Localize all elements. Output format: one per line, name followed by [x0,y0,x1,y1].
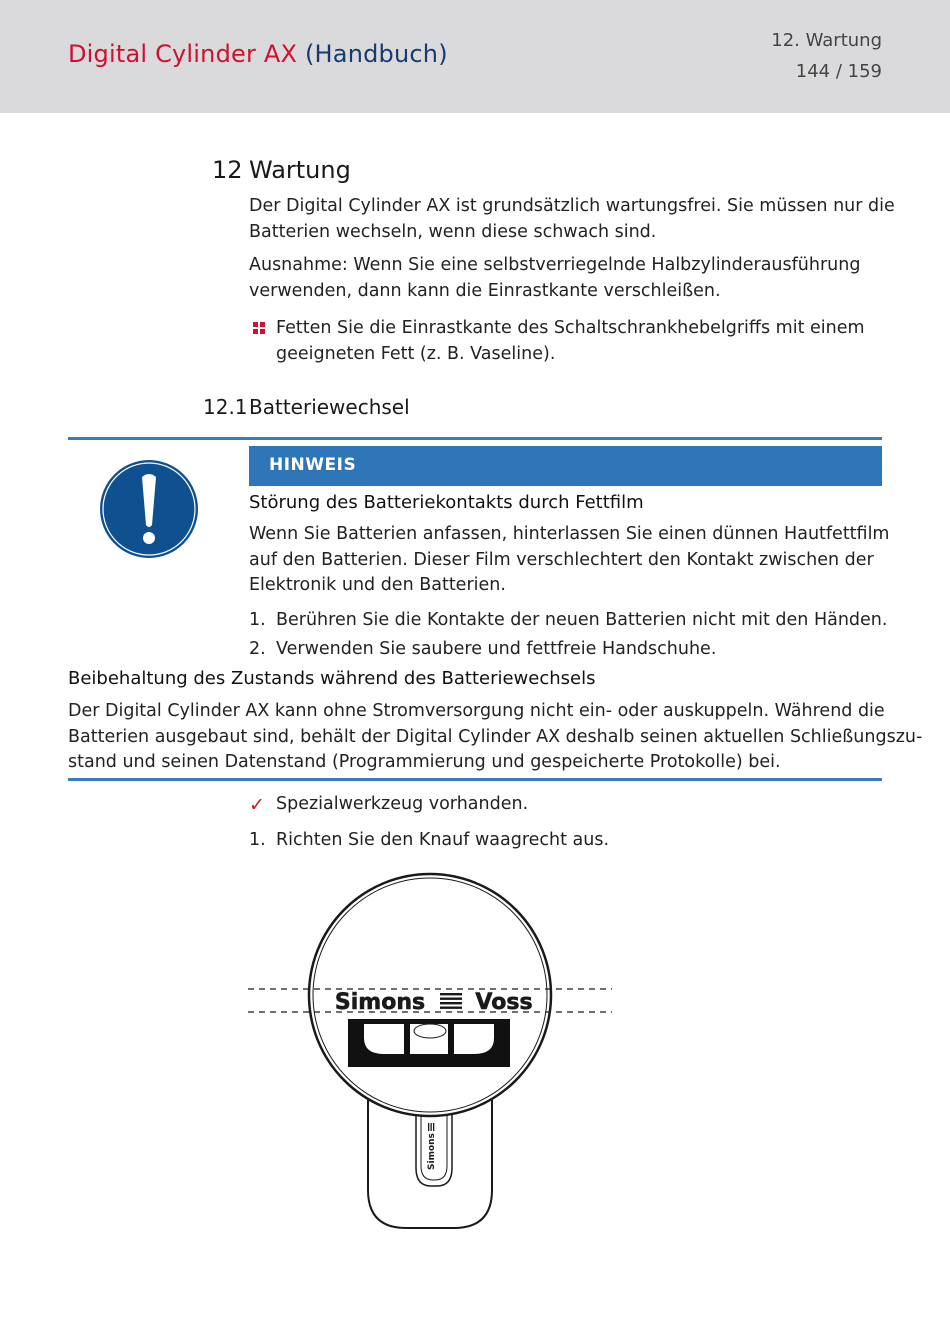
document-title-sub: (Handbuch) [304,40,448,68]
notice-line-2: auf den Batterien. Dieser Film verschlechtert den Kontakt zwischen der [249,549,874,570]
intro-line-1: Der Digital Cylinder AX ist grundsätzlich wartungsfrei. Sie müssen nur die [249,196,895,216]
subsection-number: 12.1 [203,395,248,419]
action-bullet-icon [253,322,265,334]
state-retention-paragraph [68,699,922,776]
notice-line-1: Wenn Sie Batterien anfassen, hinterlassen Sie einen dünnen Hautfettfilm [249,524,890,544]
notice-line-3: Elektronik und den Batterien. [249,575,506,595]
subsection-title: Batteriewechsel [249,395,410,419]
subsection-heading [203,395,410,419]
document-title-main: Digital Cylinder AX [68,40,298,68]
notice-top-rule [68,437,882,440]
page-header [0,0,950,113]
notice-paragraph [249,522,889,599]
notice-step-number: 2. [249,639,266,659]
section-title: Wartung [249,156,351,184]
section-heading [212,156,351,184]
brand-text-left: Simons [334,990,426,1015]
notice-bottom-rule [68,778,882,781]
state-line-3: stand und seinen Datenstand (Programmierung und gespeicherte Protokolle) bei. [68,752,781,772]
notice-step-text: Berühren Sie die Kontakte der neuen Batterien nicht mit den Händen. [276,610,888,630]
shaft-brand-bars-icon [428,1123,434,1131]
notice-step-number: 1. [249,610,266,630]
grease-instruction [276,316,865,367]
chapter-label: 12. Wartung [771,30,882,51]
state-line-2: Batterien ausgebaut sind, behält der Digital Cylinder AX deshalb seinen aktuellen Schließungszu- [68,726,923,747]
checkmark-icon: ✓ [249,794,265,816]
exception-paragraph [249,253,860,304]
knob-illustration [240,872,620,1232]
prerequisite-text: Spezialwerkzeug vorhanden. [276,794,529,814]
step-number: 1. [249,830,266,850]
page-number: 144 / 159 [795,61,882,82]
notice-step-text: Verwenden Sie saubere und fettfreie Handschuhe. [276,639,717,659]
intro-line-2: Batterien wechseln, wenn diese schwach sind. [249,221,657,242]
notice-label-bar [249,446,882,486]
notice-label: HINWEIS [269,455,357,475]
intro-paragraph [249,194,895,245]
grease-line-1: Fetten Sie die Einrastkante des Schaltschrankhebelgriffs mit einem [276,318,865,338]
exclamation-icon [99,459,199,559]
grease-line-2: geeigneten Fett (z. B. Vaseline). [276,343,556,364]
notice-heading: Störung des Batteriekontakts durch Fettfilm [249,492,644,513]
exception-line-2: verwenden, dann kann die Einrastkante verschleißen. [249,280,721,301]
shaft-brand-text: Simons [427,1133,437,1170]
state-retention-heading: Beibehaltung des Zustands während des Batteriewechsels [68,668,596,689]
step-text: Richten Sie den Knauf waagrecht aus. [276,830,610,850]
document-title [68,40,448,68]
exception-line-1: Ausnahme: Wenn Sie eine selbstverriegelnde Halbzylinderausführung [249,255,861,275]
brand-text-right: Voss [475,990,533,1015]
state-line-1: Der Digital Cylinder AX kann ohne Stromversorgung nicht ein- oder auskuppeln. Während die [68,701,885,721]
section-number: 12 [212,156,243,184]
